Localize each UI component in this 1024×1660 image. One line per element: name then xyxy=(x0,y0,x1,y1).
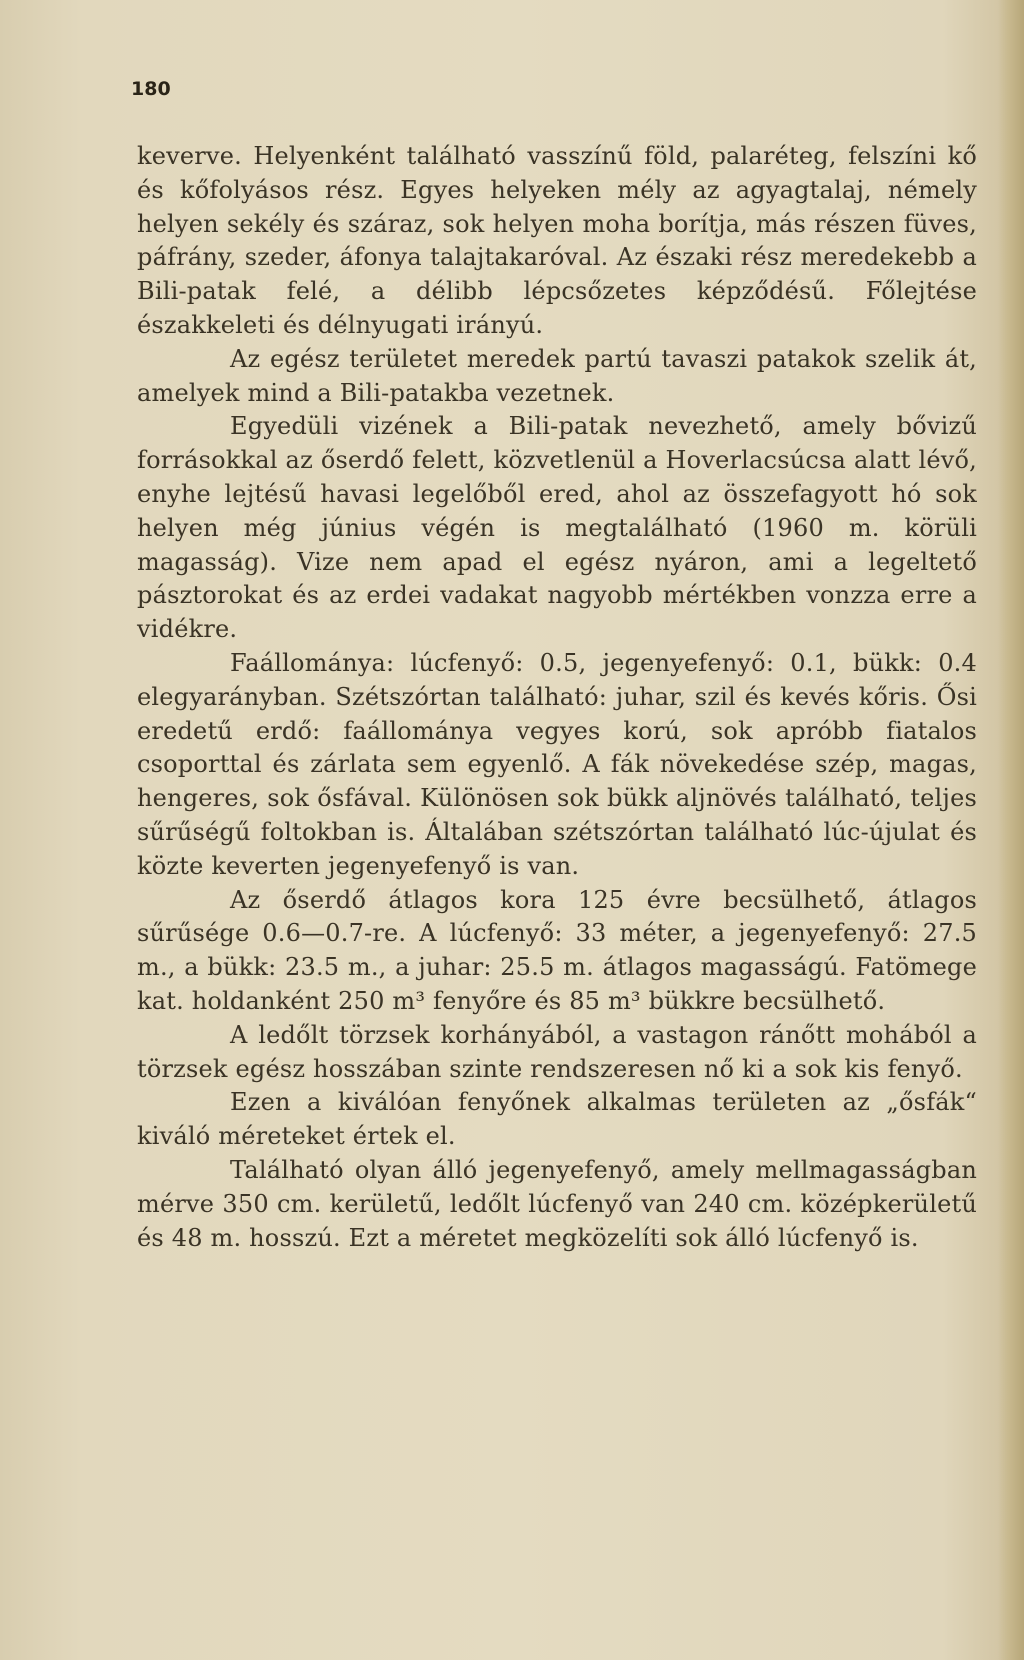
paragraph-2: Az egész területet meredek partú tavaszi patakok szelik át, amelyek mind a Bili-patakba vezetnek. xyxy=(137,344,977,407)
paragraph-8: Található olyan álló jegenyefenyő, amely mellmagasságban mérve 350 cm. kerületű, ledőlt lúcfenyő van 240 cm. középkerületű és 48 m. hosszú. Ezt a méretet megközelíti sok álló lúcfenyő is. xyxy=(137,1155,977,1252)
paragraph-6: A ledőlt törzsek korhányából, a vastagon ránőtt mohából a törzsek egész hosszában szinte rendszeresen nő ki a sok kis fenyő. xyxy=(137,1020,977,1083)
paragraph-4: Faállománya: lúcfenyő: 0.5, jegenyefenyő: 0.1, bükk: 0.4 elegyarányban. Szétszórtan található: juhar, szil és kevés kőris. Ősi eredetű erdő: faállománya vegyes korú, sok apróbb fiatalos csoporttal és zárlata sem egyenlő. A fák növekedése szép, magas, hengeres, sok ősfával. Különösen sok bükk aljnövés található, teljes sűrűségű foltokban is. Általában szétszórtan található lúc-újulat és közte keverten jegenyefenyő is van. xyxy=(137,648,977,880)
paragraph-1: keverve. Helyenként található vasszínű föld, palaréteg, felszíni kő és kőfolyásos rész. Egyes helyeken mély az agyagtalaj, némely helyen sekély és száraz, sok helyen moha borítja, más részen füves, páfrány, szeder, áfonya talajtakaróval. Az északi rész meredekebb a Bili-patak felé, a délibb lépcsőzetes képződésű. Főlejtése északkeleti és délnyugati irányú. xyxy=(137,142,977,339)
paragraph-3: Egyedüli vizének a Bili-patak nevezhető, amely bővizű forrásokkal az őserdő felett, közvetlenül a Hoverlacsúcsa alatt lévő, enyhe lejtésű havasi legelőből ered, ahol az összefagyott hó sok helyen még június végén is megtalálható (1960 m. körüli magasság). Vize nem apad el egész nyáron, ami a legeltető pásztorokat és az erdei vadakat nagyobb mértékben vonzza erre a vidékre. xyxy=(137,412,977,644)
page-number: 180 xyxy=(131,78,171,100)
page-edge-shadow xyxy=(998,0,1024,1660)
paragraph-7: Ezen a kiválóan fenyőnek alkalmas területen az „ősfák“ kiváló méreteket értek el. xyxy=(137,1088,977,1151)
body-text xyxy=(137,140,977,1255)
paragraph-5: Az őserdő átlagos kora 125 évre becsülhető, átlagos sűrűsége 0.6—0.7-re. A lúcfenyő: 33 méter, a jegenyefenyő: 27.5 m., a bükk: 23.5 m., a juhar: 25.5 m. átlagos magasságú. Fatömege kat. holdanként 250 m³ fenyőre és 85 m³ bükkre becsülhető. xyxy=(137,885,977,1015)
